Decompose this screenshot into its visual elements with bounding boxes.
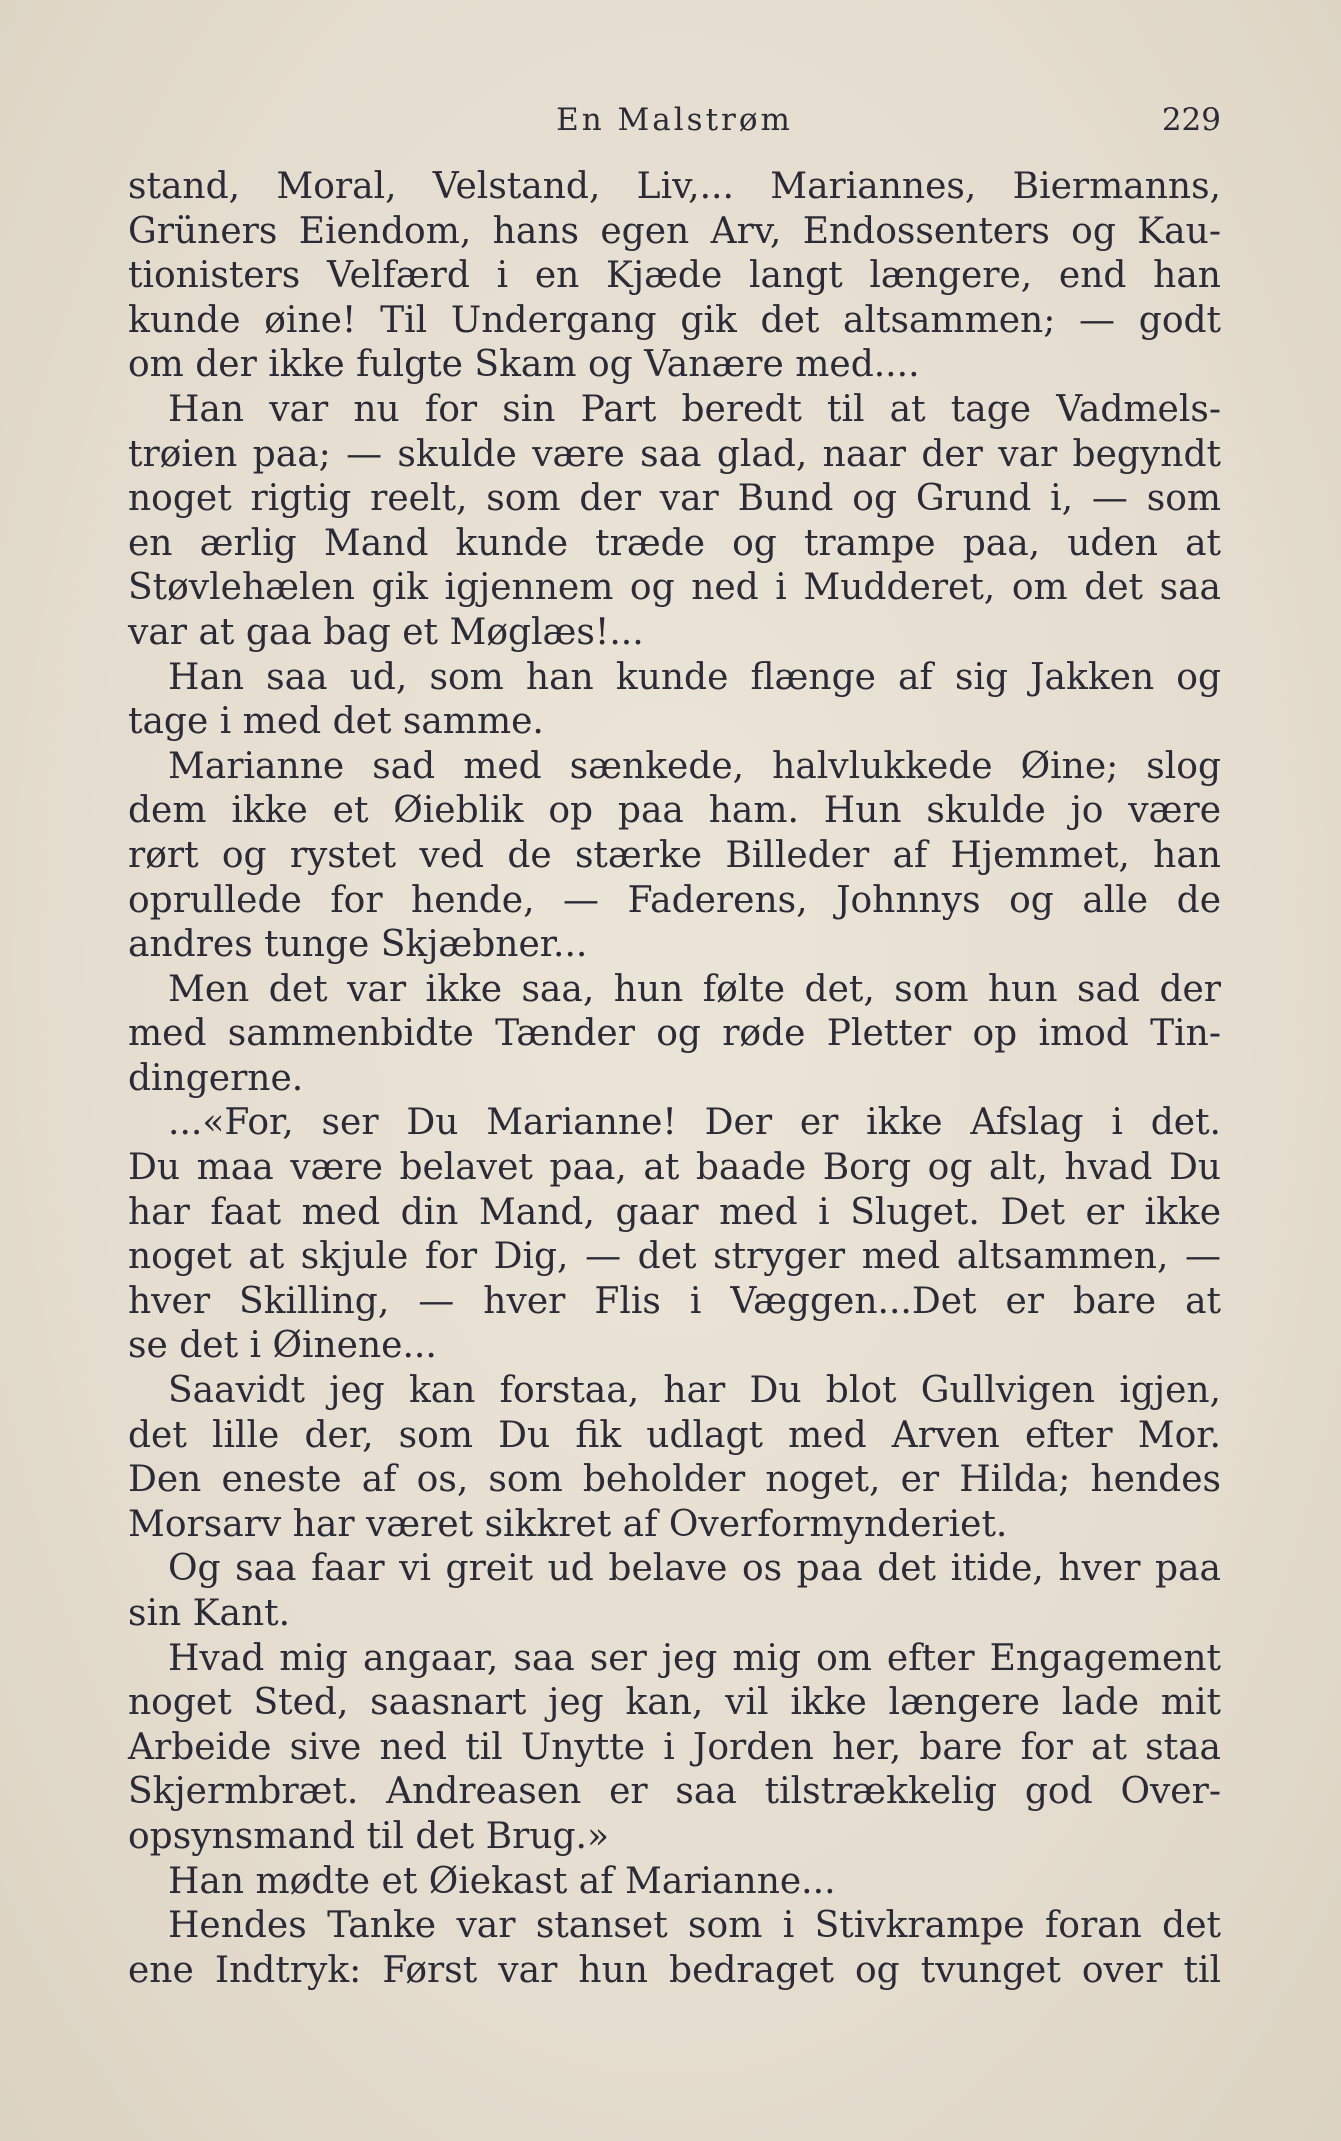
text-line: opsynsmand til det Brug.» xyxy=(128,1815,610,1857)
text-line: om der ikke fulgte Skam og Vanære med.... xyxy=(128,344,920,386)
text-line: Han var nu for sin Part beredt til at tage Vadmels- xyxy=(168,388,1221,430)
running-title: En Malstrøm xyxy=(556,102,793,138)
text-line: en ærlig Mand kunde træde og trampe paa, uden at xyxy=(128,522,1221,564)
text-line: Saavidt jeg kan forstaa, har Du blot Gullvigen igjen, xyxy=(168,1370,1221,1412)
body-text xyxy=(128,165,1221,1993)
text-line: Støvlehælen gik igjennem og ned i Mudderet, om det saa xyxy=(128,567,1221,609)
running-head xyxy=(128,98,1221,142)
text-line: hver Skilling, — hver Flis i Væggen...Det er bare at xyxy=(128,1280,1221,1322)
text-line: Grüners Eiendom, hans egen Arv, Endossenters og Kau- xyxy=(128,210,1221,252)
text-line: se det i Øinene... xyxy=(128,1325,437,1367)
text-line: noget at skjule for Dig, — det stryger med altsammen, — xyxy=(128,1236,1221,1278)
text-line: Marianne sad med sænkede, halvlukkede Øine; slog xyxy=(168,745,1221,787)
text-line: Han mødte et Øiekast af Marianne... xyxy=(168,1860,836,1902)
text-line: Hendes Tanke var stanset som i Stivkrampe foran det xyxy=(168,1905,1221,1947)
text-line: har faat med din Mand, gaar med i Sluget. Det er ikke xyxy=(128,1191,1221,1233)
text-line: kunde øine! Til Undergang gik det altsammen; — godt xyxy=(128,299,1221,341)
text-line: noget rigtig reelt, som der var Bund og Grund i, — som xyxy=(128,478,1221,520)
text-line: Arbeide sive ned til Unytte i Jorden her, bare for at staa xyxy=(128,1726,1221,1768)
text-line: Den eneste af os, som beholder noget, er Hilda; hendes xyxy=(128,1459,1221,1501)
text-line: tage i med det samme. xyxy=(128,701,544,743)
text-line: var at gaa bag et Møglæs!... xyxy=(128,611,644,653)
text-line: Hvad mig angaar, saa ser jeg mig om efter Engagement xyxy=(168,1637,1221,1679)
text-line: trøien paa; — skulde være saa glad, naar der var begyndt xyxy=(128,433,1221,475)
text-line: Og saa faar vi greit ud belave os paa det itide, hver paa xyxy=(168,1548,1221,1590)
text-line: Morsarv har været sikkret af Overformynderiet. xyxy=(128,1503,1008,1545)
text-line: det lille der, som Du fik udlagt med Arven efter Mor. xyxy=(128,1414,1221,1456)
page-number: 229 xyxy=(1161,102,1221,138)
text-line: dingerne. xyxy=(128,1057,304,1099)
text-line: oprullede for hende, — Faderens, Johnnys og alle de xyxy=(128,879,1221,921)
text-line: tionisters Velfærd i en Kjæde langt længere, end han xyxy=(128,255,1221,297)
text-line: noget Sted, saasnart jeg kan, vil ikke længere lade mit xyxy=(128,1682,1221,1724)
text-line: Skjermbræt. Andreasen er saa tilstrækkelig god Over- xyxy=(128,1771,1221,1813)
text-line: Men det var ikke saa, hun følte det, som hun sad der xyxy=(168,968,1221,1010)
text-line: ...«For, ser Du Marianne! Der er ikke Afslag i det. xyxy=(168,1102,1221,1144)
text-line: andres tunge Skjæbner... xyxy=(128,924,588,966)
text-line: dem ikke et Øieblik op paa ham. Hun skulde jo være xyxy=(128,790,1221,832)
text-line: Du maa være belavet paa, at baade Borg og alt, hvad Du xyxy=(128,1147,1221,1189)
text-line: sin Kant. xyxy=(128,1593,291,1634)
text-line: stand, Moral, Velstand, Liv,... Mariannes, Biermanns, xyxy=(128,166,1221,207)
text-line: med sammenbidte Tænder og røde Pletter op imod Tin- xyxy=(128,1013,1221,1055)
text-line: ene Indtryk: Først var hun bedraget og tvunget over til xyxy=(128,1949,1221,1991)
text-line: rørt og rystet ved de stærke Billeder af Hjemmet, han xyxy=(128,834,1221,876)
text-line: Han saa ud, som han kunde flænge af sig Jakken og xyxy=(168,656,1221,698)
